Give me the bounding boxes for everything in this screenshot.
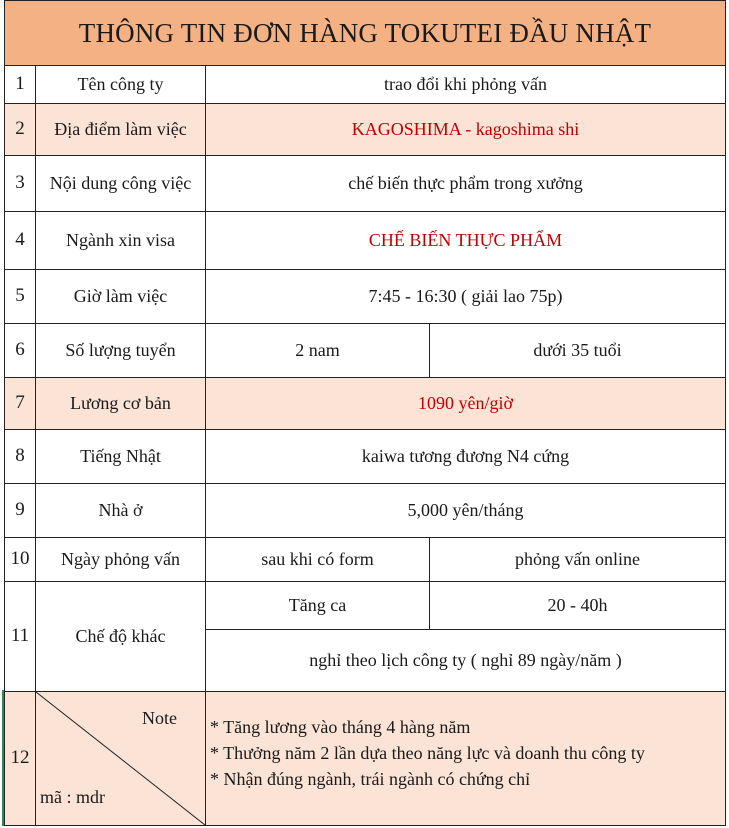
- table-title: THÔNG TIN ĐƠN HÀNG TOKUTEI ĐẦU NHẬT: [4, 0, 726, 66]
- row-label: Nhà ở: [36, 484, 206, 538]
- row-label: Số lượng tuyển: [36, 324, 206, 378]
- overtime-label: Tăng ca: [206, 582, 430, 630]
- row-label: Nội dung công việc: [36, 156, 206, 212]
- row-value: 7:45 - 16:30 ( giải lao 75p): [206, 270, 726, 324]
- row-value: trao đổi khi phỏng vấn: [206, 66, 726, 104]
- holiday-info: nghỉ theo lịch công ty ( nghỉ 89 ngày/năm ): [206, 630, 726, 692]
- row-value: 1090 yên/giờ: [206, 378, 726, 430]
- row-label: Tiếng Nhật: [36, 430, 206, 484]
- note-header-cell: [36, 692, 206, 826]
- row-number: 11: [4, 582, 36, 692]
- row-label: Lương cơ bản: [36, 378, 206, 430]
- row-value: CHẾ BIẾN THỰC PHẨM: [206, 212, 726, 270]
- note-label: Note: [142, 708, 177, 728]
- row-number: 3: [4, 156, 36, 212]
- row-number: 4: [4, 212, 36, 270]
- row-number: 2: [4, 104, 36, 156]
- overtime-value: 20 - 40h: [430, 582, 726, 630]
- code-label: mã : mdr: [40, 787, 105, 808]
- row-number: 9: [4, 484, 36, 538]
- row-number: 6: [4, 324, 36, 378]
- row-label: Địa điểm làm việc: [36, 104, 206, 156]
- row-number: 12: [4, 692, 36, 826]
- row-value-b: phỏng vấn online: [430, 538, 726, 582]
- note-item: * Tăng lương vào tháng 4 hàng năm: [210, 717, 471, 737]
- row-number: 1: [4, 66, 36, 104]
- row-label: Giờ làm việc: [36, 270, 206, 324]
- row-label: Ngành xin visa: [36, 212, 206, 270]
- row-value: kaiwa tương đương N4 cứng: [206, 430, 726, 484]
- row-value-a: sau khi có form: [206, 538, 430, 582]
- row-label: Chế độ khác: [36, 582, 206, 692]
- row-number: 5: [4, 270, 36, 324]
- row-label: Ngày phỏng vấn: [36, 538, 206, 582]
- notes-list: [206, 692, 726, 826]
- row-value: 5,000 yên/tháng: [206, 484, 726, 538]
- selection-edge-marker: [2, 690, 4, 826]
- note-item: * Thưởng năm 2 lần dựa theo năng lực và doanh thu công ty: [210, 743, 645, 763]
- row-number: 10: [4, 538, 36, 582]
- row-value: KAGOSHIMA - kagoshima shi: [206, 104, 726, 156]
- row-number: 8: [4, 430, 36, 484]
- row-label: Tên công ty: [36, 66, 206, 104]
- row-value-a: 2 nam: [206, 324, 430, 378]
- row-number: 7: [4, 378, 36, 430]
- row-value: chế biến thực phẩm trong xưởng: [206, 156, 726, 212]
- row-value-b: dưới 35 tuổi: [430, 324, 726, 378]
- note-item: * Nhận đúng ngành, trái ngành có chứng chỉ: [210, 769, 531, 789]
